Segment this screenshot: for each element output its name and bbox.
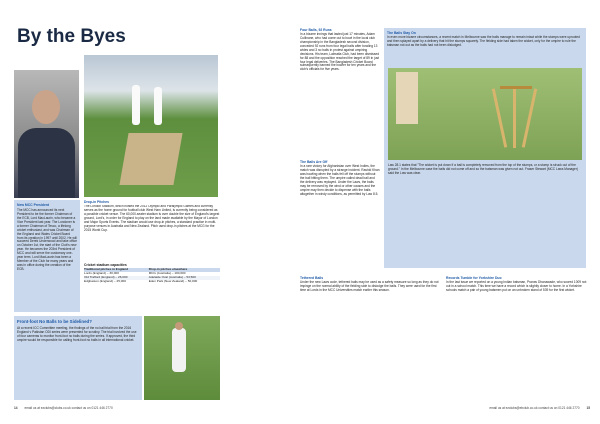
bails-off-heading: The Bails Are Off [300, 160, 328, 164]
footer-right [380, 406, 590, 412]
footer-right-text: email us at ezclubs@ebclub.co.uk contact us on 0121 446 2770 [489, 406, 580, 410]
bails-off-body: In a rare victory for Afghanistan over West Indies, the match was disrupted by a strange incident. Rashid Khan was bowling when the bails fell off the stumps without the ball hitting them. The umpire called dead ball and the delivery was replayed. Under the Laws, the bails may be removed by the wind or other causes and the umpire may then decide to dispense with the bails altogether in windy conditions, as permitted by Law 8.5. [300, 164, 380, 196]
table-cell: Adelaide Oval (Australia) – 53,500 [148, 275, 196, 280]
four-balls-heading: Four Balls, 92 Runs [300, 28, 332, 32]
drop-in-body: The London Stadium, which hosted the 2012 Olympic and Paralympic Games and currently serves as the home ground for football club West Ham United, is currently being considered as a possible cricket venue. The 60,000-seater stadium is over double the size of England's largest ground, Lord's, in order for England to play on the land made available by the Mayor of London and Major Sports Events. The stadium would use drop-in pitches, a standard practice in multi-purpose venues in Australia and New Zealand. Pitch used drop-in pitches at the MCG for the 2015 World Cup. [84, 205, 220, 232]
table-cell: Old Trafford (England) – 26,000 [84, 275, 128, 280]
stumps-photo [388, 68, 582, 160]
front-foot-body: At a recent ICC Committee meeting, the findings of the no ball trial from the 2016 England v Pakistan ODI series were presented for scrutiny. The trial involved the use of four cameras to monitor front-foot no balls during the series. If approved, the third umpire would be responsible for calling front-foot no balls in all international cricket. [17, 326, 137, 342]
table-cell: Edgbaston (England) – 25,000 [84, 279, 126, 284]
page-number-left: 14 [14, 406, 18, 410]
bails-off-section [300, 160, 380, 272]
table-header: Traditional pitches in England [84, 268, 149, 272]
bails-stay-body: In even more bizarre circumstances, a recent match in Melbourne saw the bails manage to remain intact while the stumps were uprooted and then splayed apart by a delivery that hit the stumps squarely. The fielding side had taken the wicket, only for the umpire to rule the batsman not out as the bails had not been dislodged. [387, 35, 580, 48]
records-body: In the last issue we reported on a young Indian batsman, Pranav Dhanawade, who scored 1009 not out in a school match. This time we have a record which is slightly closer to home. In a Yorkshire schools match a pair of young batsmen put on an unbroken stand of 539 for the first wicket. [446, 280, 587, 293]
table-row [84, 280, 220, 284]
page-number-right: 15 [586, 406, 590, 410]
front-foot-heading: Front-foot No Balls to be Sidelined? [17, 319, 92, 324]
law-body: Law 28.1 states that "The wicket is put down if a bail is completely removed from the top of the stumps, or a stump is struck out of the ground." In the Melbourne case the bails did not come off and so the batsman was given not out. Fraser Stewart (MCC Laws Manager) said the Law was clear. [388, 163, 578, 175]
tethered-heading: Tethered Bails [300, 276, 324, 280]
tethered-section [300, 276, 442, 400]
capacities-table [84, 268, 220, 284]
bails-stay-heading: The Bails Stay On [387, 31, 416, 35]
footer-left [14, 406, 224, 412]
records-heading: Records Tumble for Yorkshire Duo [446, 276, 502, 280]
four-balls-section [300, 28, 380, 158]
footer-left-text: email us at ezclubs@clubs.co.uk contact us on 0121 446 2770 [24, 406, 113, 410]
bails-stay-on-box [384, 28, 586, 268]
mcc-body: The MCC has announced its next President to be the former Chairman of the ECB, Lord MacLaurin, who became a Vice President last year. The Londoner is a former Chairman of Tesco, a lifelong cricket enthusiast, and was Chairman of the England and Wales Cricket Board from its creation in 1997 until 2002. He will succeed Derek Underwood and take office on October 1st, the start of the Club's new year. He becomes the 203rd President of MCC and will serve the customary one-year term. Lord MacLaurin has been a Member of the Club for many years and was in office during the creation of the ECB. [17, 208, 78, 271]
records-section [446, 276, 588, 400]
table-header: Drop-in pitches elsewhere [149, 268, 220, 272]
table-cell: MCG (Australia) – 100,000 [148, 271, 186, 276]
mcc-president-box [14, 200, 80, 312]
stadium-photo [84, 55, 218, 197]
front-foot-box [14, 316, 142, 400]
bowler-photo [144, 316, 220, 400]
page-title: By the Byes [17, 26, 126, 47]
drop-in-heading: Drop-in Pitches [84, 200, 110, 204]
table-cell: Eden Park (New Zealand) – 50,000 [148, 279, 198, 284]
table-cell: Lords (England) – 30,000 [84, 271, 119, 276]
tethered-body: Under the new Laws code, tethered bails may be used as a safety measure so long as they do not impinge on the normal ability of the fielding side to dislodge the bails. They were used for the first time at Lords in the MCC Universities match earlier this season. [300, 280, 439, 293]
portrait-photo [14, 70, 79, 198]
capacities-heading: Cricket stadium capacities [84, 263, 127, 268]
four-balls-body: In a bizarre innings that lasted just 17 minutes, Adam Cullinane, who had come out to bowl in the local club championship in the Bangladesh second division, conceded 92 runs from four legal balls after bowling 13 wides and 3 no balls in protest against umpiring decisions. His team, Lalmatia Club, had been dismissed for 88 and the opposition reached the target of 89 in just four legal deliveries. The Bangladesh Cricket Board subsequently banned the bowler for ten years and the club's officials for five years. [300, 32, 380, 72]
mcc-heading: New MCC President [17, 203, 50, 207]
drop-in-section [84, 200, 220, 312]
